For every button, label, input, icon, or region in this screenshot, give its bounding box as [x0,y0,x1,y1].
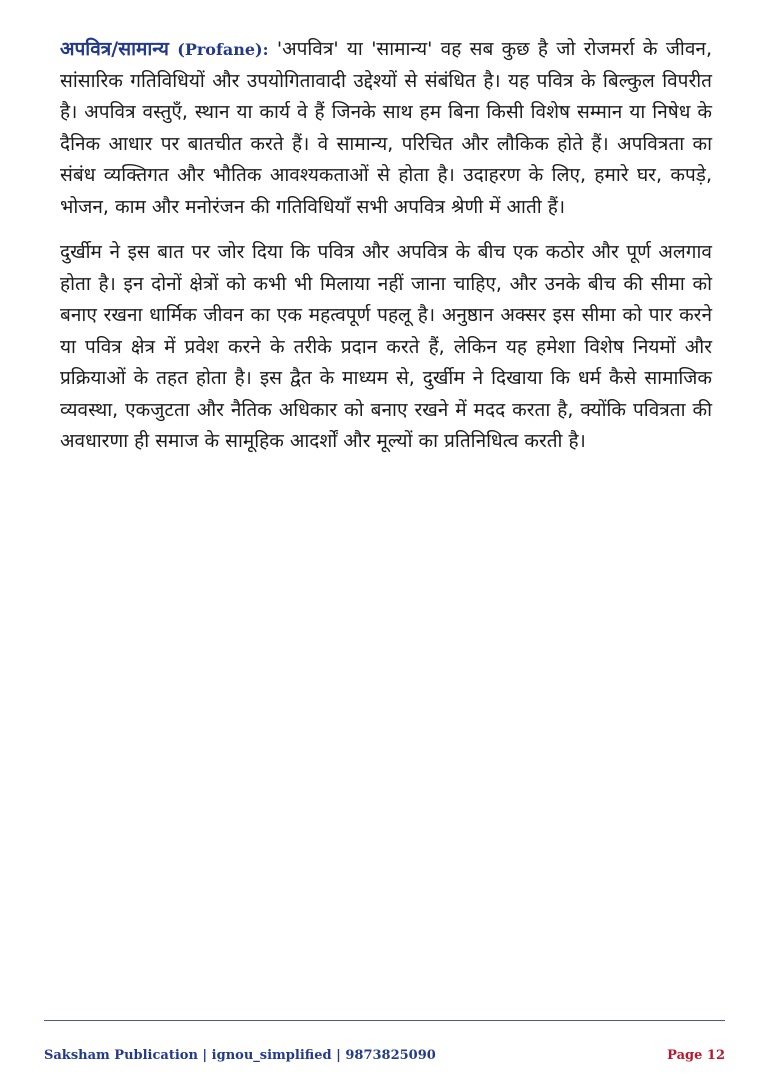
page-number: Page 12 [667,1048,725,1063]
term-heading: अपवित्र/सामान्य [60,38,169,60]
paragraph-text: 'अपवित्र' या 'सामान्य' वह सब कुछ है जो रोजमर्रा के जीवन, सांसारिक गतिविधियों और उपयोगितावादी उद्देश्यों से संबंधित है। यह पवित्र के बिल्कुल विपरीत है। अपवित्र वस्तुएँ, स्थान या कार्य वे हैं जिनके साथ हम बिना किसी विशेष सम्मान या निषेध के दैनिक आधार पर बातचीत करते हैं। वे सामान्य, परिचित और लौकिक होते हैं। अपवित्रता का संबंध व्यक्तिगत और भौतिक आवश्यकताओं से होता है। उदाहरण के लिए, हमारे घर, कपड़े, भोजन, काम और मनोरंजन की गतिविधियाँ सभी अपवित्र श्रेणी में आती हैं। [60,38,712,218]
paragraph-profane [60,34,712,223]
paragraph-durkheim: दुर्खीम ने इस बात पर जोर दिया कि पवित्र और अपवित्र के बीच एक कठोर और पूर्ण अलगाव होता है। इन दोनों क्षेत्रों को कभी भी मिलाया नहीं जाना चाहिए, और उनके बीच की सीमा को बनाए रखना धार्मिक जीवन का एक महत्वपूर्ण पहलू है। अनुष्ठान अक्सर इस सीमा को पार करने या पवित्र क्षेत्र में प्रवेश करने के तरीके प्रदान करते हैं, लेकिन यह हमेशा विशेष नियमों और प्रक्रियाओं के तहत होता है। इस द्वैत के माध्यम से, दुर्खीम ने दिखाया कि धर्म कैसे सामाजिक व्यवस्था, एकजुटता और नैतिक अधिकार को बनाए रखने में मदद करता है, क्योंकि पवित्रता की अवधारणा ही समाज के सामूहिक आदर्शों और मूल्यों का प्रतिनिधित्व करती है। [60,241,712,452]
footer-divider [44,1020,725,1021]
term-english: (Profane): [177,40,269,59]
page-content [60,34,712,472]
footer-publisher: Saksham Publication | ignou_simplified | 9873825090 [44,1048,436,1063]
